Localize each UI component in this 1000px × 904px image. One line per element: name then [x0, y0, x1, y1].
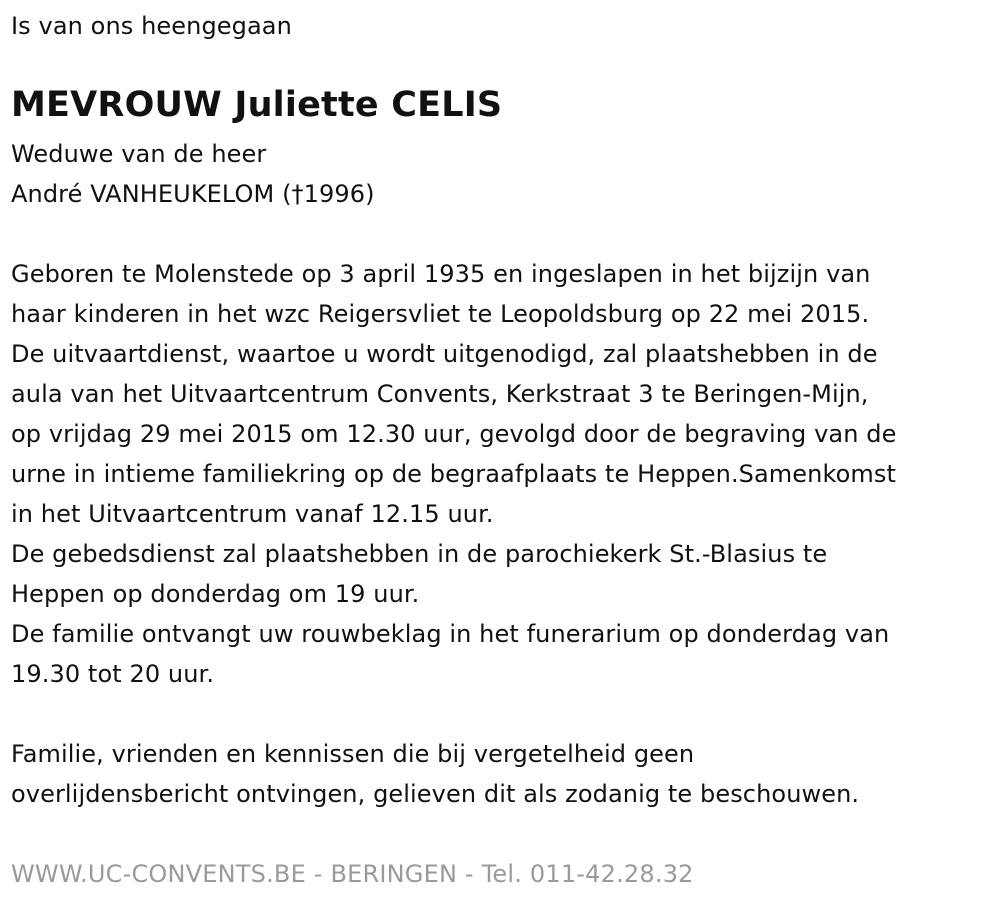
body-line: De gebedsdienst zal plaatshebben in de parochiekerk St.-Blasius te	[11, 540, 828, 568]
body-line: De familie ontvangt uw rouwbeklag in het funerarium op donderdag van	[11, 620, 890, 648]
funeral-home-footer: WWW.UC-CONVENTS.BE - BERINGEN - Tel. 011-42.28.32	[11, 860, 694, 888]
widow-info	[11, 134, 375, 214]
body-line: aula van het Uitvaartcentrum Convents, Kerkstraat 3 te Beringen-Mijn,	[11, 380, 869, 408]
closing-line: Familie, vrienden en kennissen die bij vergetelheid geen	[11, 740, 695, 768]
body-line: 19.30 tot 20 uur.	[11, 660, 215, 688]
body-line: Geboren te Molenstede op 3 april 1935 en ingeslapen in het bijzijn van	[11, 260, 871, 288]
body-line: Heppen op donderdag om 19 uur.	[11, 580, 420, 608]
widow-line-2: André VANHEUKELOM (†1996)	[11, 180, 375, 208]
body-line: op vrijdag 29 mei 2015 om 12.30 uur, gevolgd door de begraving van de	[11, 420, 897, 448]
closing-line: overlijdensbericht ontvingen, gelieven dit als zodanig te beschouwen.	[11, 780, 860, 808]
closing-note	[11, 734, 859, 814]
body-line: De uitvaartdienst, waartoe u wordt uitgenodigd, zal plaatshebben in de	[11, 340, 878, 368]
body-line: in het Uitvaartcentrum vanaf 12.15 uur.	[11, 500, 494, 528]
widow-line-1: Weduwe van de heer	[11, 140, 267, 168]
body-line: haar kinderen in het wzc Reigersvliet te Leopoldsburg op 22 mei 2015.	[11, 300, 870, 328]
intro-text: Is van ons heengegaan	[11, 12, 292, 40]
body-line: urne in intieme familiekring op de begraafplaats te Heppen.Samenkomst	[11, 460, 896, 488]
obituary-body	[11, 254, 896, 694]
deceased-name: MEVROUW Juliette CELIS	[11, 85, 503, 125]
